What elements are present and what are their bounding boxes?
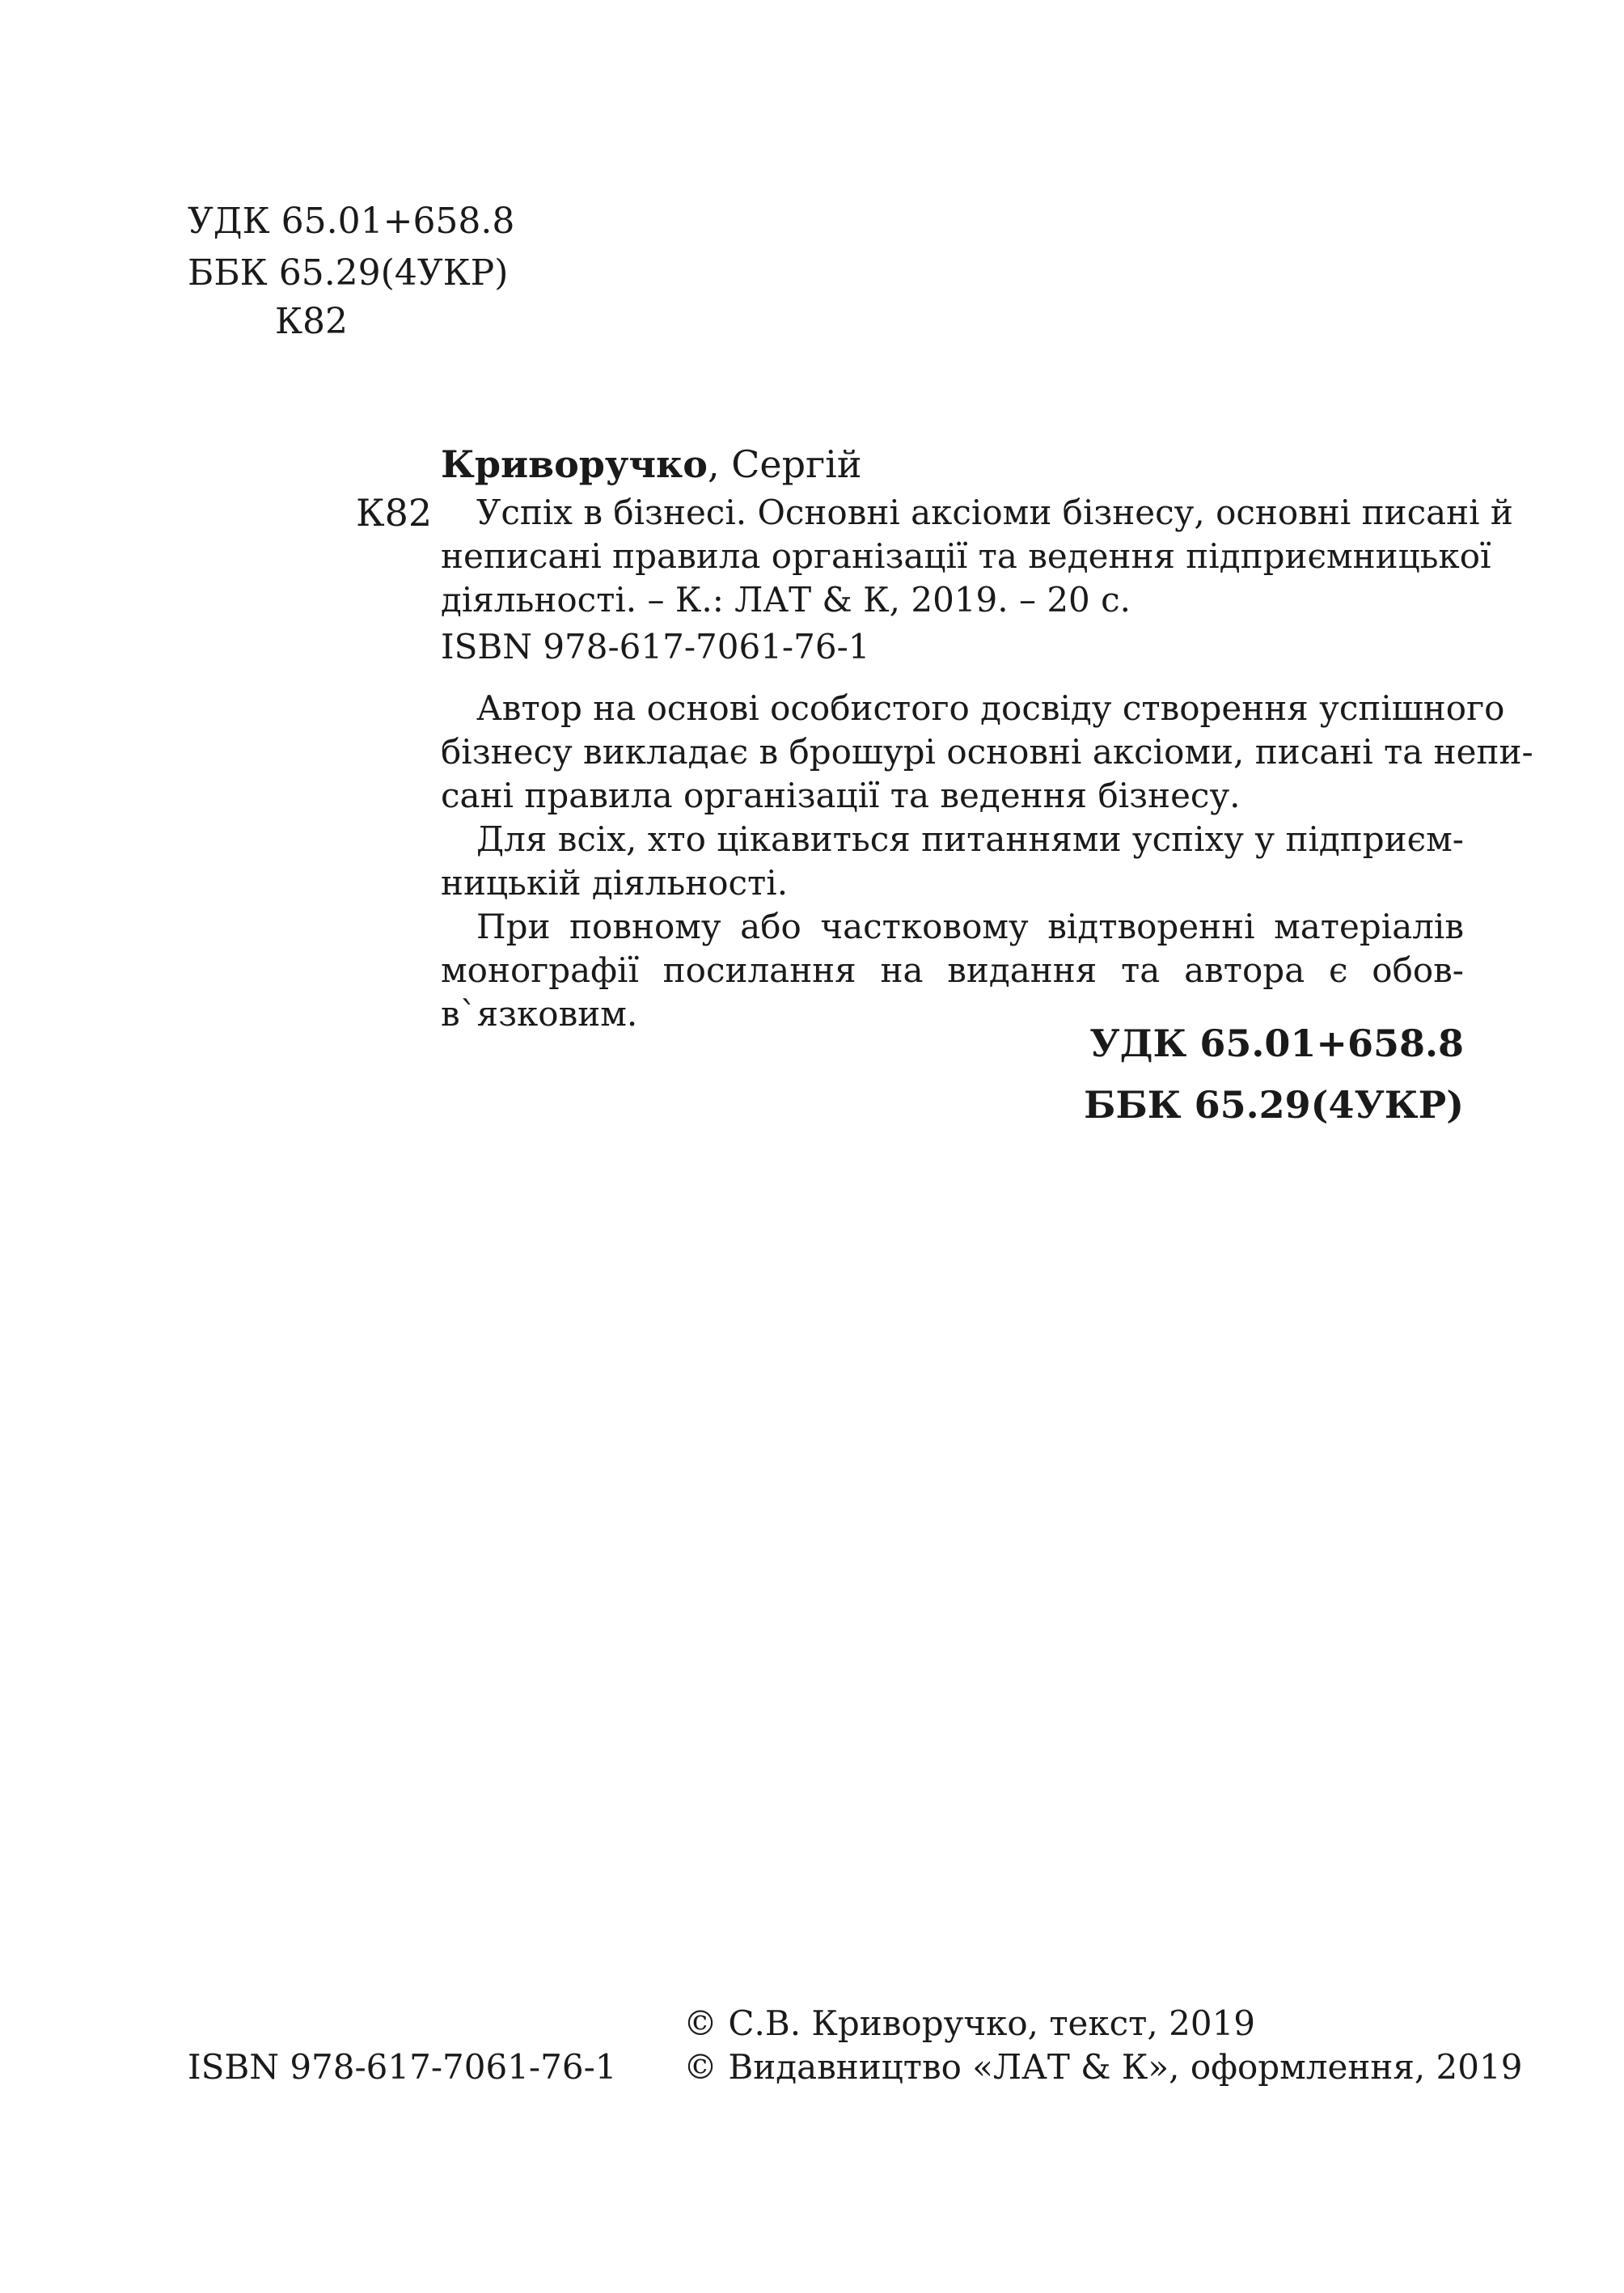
author-heading (441, 443, 862, 485)
annotation-p1-line-3: сані правила організації та ведення бізнесу. (441, 776, 1241, 815)
annotation-p3-line-3: в`язковим. (441, 994, 638, 1034)
author-mark-top: К82 (275, 301, 349, 342)
annotation-p3-line-1: При повному або частковому відтворенні матеріалів (476, 907, 1464, 946)
author-given-name: , Сергій (707, 442, 862, 486)
bbk-top: ББК 65.29(4УКР) (188, 252, 509, 294)
udk-bottom: УДК 65.01+658.8 (1089, 1022, 1464, 1065)
copyright-design: © Видавництво «ЛАТ & К», оформлення, 2019 (683, 2047, 1523, 2087)
author-surname: Криворучко (441, 442, 708, 486)
annotation-p1-line-2: бізнесу викладає в брошурі основні аксіоми, писані та непи- (441, 732, 1533, 772)
bbk-bottom: ББК 65.29(4УКР) (1084, 1083, 1464, 1127)
author-mark: К82 (356, 491, 433, 535)
annotation-p2-line-1: Для всіх, хто цікавиться питаннями успіху у підприєм- (476, 819, 1464, 859)
udk-top: УДК 65.01+658.8 (188, 201, 515, 242)
isbn-footer: ISBN 978-617-7061-76-1 (188, 2047, 617, 2087)
annotation-p1-line-1: Автор на основі особистого досвіду створення успішного (476, 688, 1505, 728)
description-line-3: діяльності. – К.: ЛАТ & К, 2019. – 20 с. (441, 580, 1131, 620)
description-line-1: Успіх в бізнесі. Основні аксіоми бізнесу, основні писані й (476, 493, 1513, 532)
copyright-text: © С.В. Криворучко, текст, 2019 (683, 2003, 1256, 2043)
annotation-p3-line-2: монографії посилання на видання та автора є обов- (441, 950, 1464, 990)
annotation-p2-line-2: ницькій діяльності. (441, 863, 789, 903)
description-line-2: неписані правила організації та ведення підприємницької (441, 536, 1491, 576)
isbn-record: ISBN 978-617-7061-76-1 (441, 627, 870, 666)
